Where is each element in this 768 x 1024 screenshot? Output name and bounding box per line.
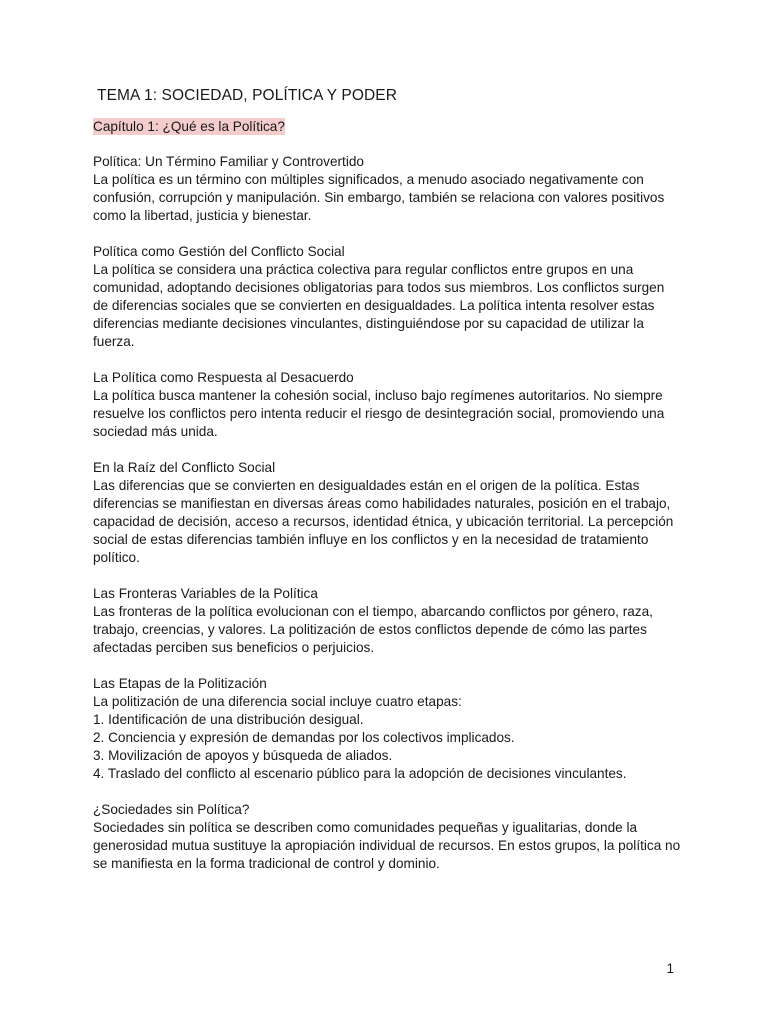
section-gestion-conflicto: [93, 243, 683, 351]
section-raiz-conflicto: [93, 459, 683, 567]
section-body: Sociedades sin política se describen como comunidades pequeñas y igualitarias, donde la generosidad mutua sustituye la apropiación individual de recursos. En estos grupos, la política no se manifiesta en la forma tradicional de control y dominio.: [93, 820, 681, 871]
section-heading: Las Etapas de la Politización: [93, 676, 267, 691]
page-number: 1: [666, 961, 674, 976]
section-heading: ¿Sociedades sin Política?: [93, 802, 250, 817]
section-body: La política busca mantener la cohesión social, incluso bajo regímenes autoritarios. No siempre resuelve los conflictos pero intenta reducir el riesgo de desintegración social, promoviendo una sociedad más unida.: [93, 388, 665, 439]
section-sociedades-sin-politica: [93, 801, 683, 873]
document-content: [93, 86, 683, 891]
section-body: Las fronteras de la política evolucionan con el tiempo, abarcando conflictos por género, raza, trabajo, creencias, y valores. La politización de estos conflictos depende de cómo las partes afectadas perciben sus beneficios o perjuicios.: [93, 604, 653, 655]
list-item: 3. Movilización de apoyos y búsqueda de aliados.: [93, 748, 393, 763]
section-body: La política se considera una práctica colectiva para regular conflictos entre grupos en una comunidad, adoptando decisiones obligatorias para todos sus miembros. Los conflictos surgen de diferencias sociales que se convierten en desigualdades. La política intenta resolver estas diferencias mediante decisiones vinculantes, distinguiéndose por su capacidad de utilizar la fuerza.: [93, 262, 665, 349]
section-body: Las diferencias que se convierten en desigualdades están en el origen de la política. Estas diferencias se manifiestan en diversas áreas como habilidades naturales, posición en el trabajo, capacidad de decisión, acceso a recursos, identidad étnica, y ubicación territorial. La percepción social de estas diferencias también influye en los conflictos y en la necesidad de tratamiento político.: [93, 478, 674, 565]
section-heading: Política como Gestión del Conflicto Social: [93, 244, 345, 259]
section-etapas-politizacion: [93, 675, 683, 783]
section-heading: Política: Un Término Familiar y Controvertido: [93, 154, 364, 169]
stages-list: [93, 711, 683, 783]
document-title: TEMA 1: SOCIEDAD, POLÍTICA Y PODER: [97, 87, 397, 104]
section-heading: La Política como Respuesta al Desacuerdo: [93, 370, 354, 385]
section-body: La politización de una diferencia social incluye cuatro etapas:: [93, 694, 462, 709]
section-heading: En la Raíz del Conflicto Social: [93, 460, 276, 475]
section-body: La política es un término con múltiples significados, a menudo asociado negativamente con confusión, corrupción y manipulación. Sin embargo, también se relaciona con valores positivos como la libertad, justicia y bienestar.: [93, 172, 665, 223]
section-politica-termino: [93, 153, 683, 225]
chapter-heading: Capítulo 1: ¿Qué es la Política?: [93, 119, 285, 134]
section-fronteras-variables: [93, 585, 683, 657]
section-respuesta-desacuerdo: [93, 369, 683, 441]
list-item: 1. Identificación de una distribución desigual.: [93, 712, 364, 727]
list-item: 4. Traslado del conflicto al escenario público para la adopción de decisiones vinculantes.: [93, 766, 627, 781]
list-item: 2. Conciencia y expresión de demandas por los colectivos implicados.: [93, 730, 515, 745]
section-heading: Las Fronteras Variables de la Política: [93, 586, 318, 601]
